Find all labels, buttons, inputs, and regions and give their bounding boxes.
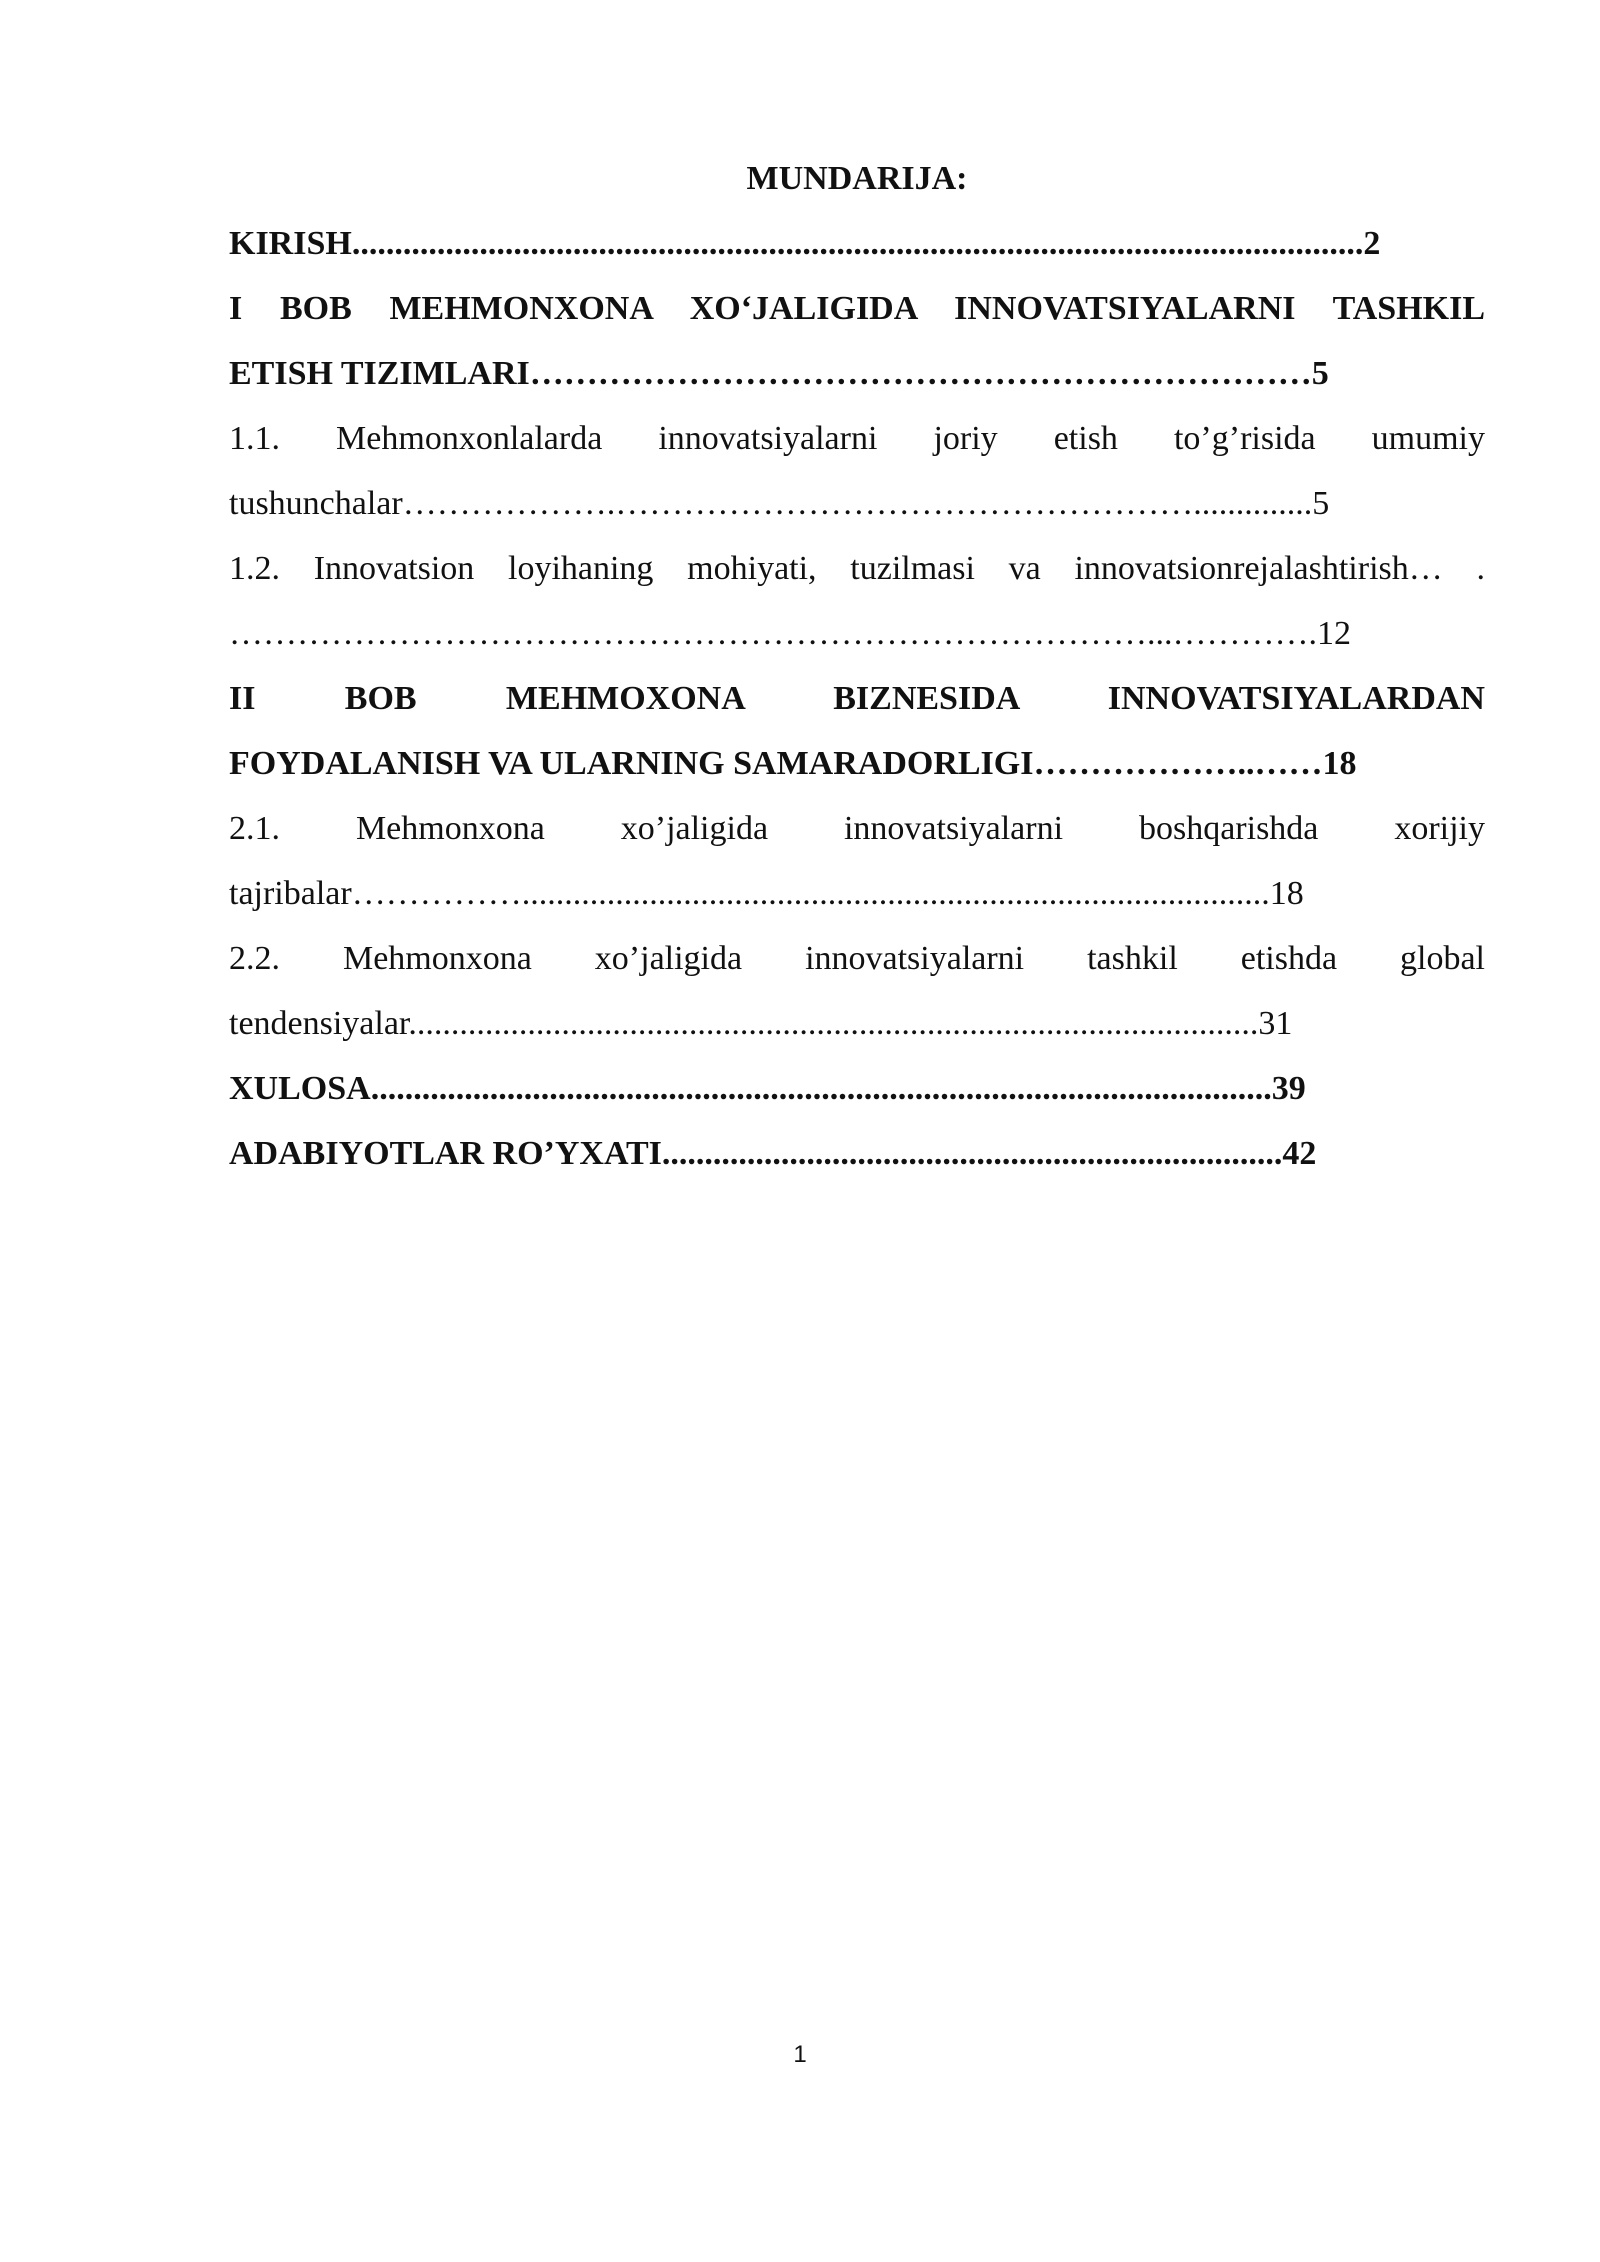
toc-entry-section-2-2-cont: tendensiyalar....................................................................................................31	[229, 1005, 1293, 1042]
toc-entry-section-2-2: 2.2. Mehmonxona xo’jaligida innovatsiyalarni tashkil etishda global	[229, 940, 1485, 977]
toc-entry-chapter-1-heading: I BOB MEHMONXONA XO‘JALIGIDA INNOVATSIYALARNI TASHKIL	[229, 290, 1485, 327]
toc-entry-section-1-2-cont: ………………………………………………………………………...………….12	[229, 615, 1351, 652]
table-of-contents	[229, 146, 1485, 1186]
toc-entry-xulosa: XULOSA..........................................................................................................39	[229, 1070, 1306, 1107]
toc-entry-adabiyotlar: ADABIYOTLAR RO’YXATI.........................................................................42	[229, 1135, 1317, 1172]
toc-entry-section-1-1-cont: tushunchalar……………….……………………………………………..............5	[229, 485, 1330, 522]
toc-entry-kirish: KIRISH.......................................................................................................................2	[229, 225, 1381, 262]
toc-entry-section-2-1: 2.1. Mehmonxona xo’jaligida innovatsiyalarni boshqarishda xorijiy	[229, 810, 1485, 847]
toc-title: MUNDARIJA:	[746, 160, 968, 197]
toc-entry-chapter-2-heading-cont: FOYDALANISH VA ULARNING SAMARADORLIGI………………..……18	[229, 745, 1357, 782]
toc-entry-section-1-1: 1.1. Mehmonxonlalarda innovatsiyalarni joriy etish to’g’risida umumiy	[229, 420, 1485, 457]
toc-entry-chapter-1-heading-cont: ETISH TIZIMLARI……………………………………………………………5	[229, 355, 1329, 392]
page-number: 1	[793, 2041, 807, 2068]
toc-entry-chapter-2-heading: II BOB MEHMOXONA BIZNESIDA INNOVATSIYALARDAN	[229, 680, 1485, 717]
toc-entry-section-1-2: 1.2. Innovatsion loyihaning mohiyati, tuzilmasi va innovatsionrejalashtirish… .	[229, 550, 1485, 587]
toc-entry-section-2-1-cont: tajribalar……………........................................................................................18	[229, 875, 1304, 912]
